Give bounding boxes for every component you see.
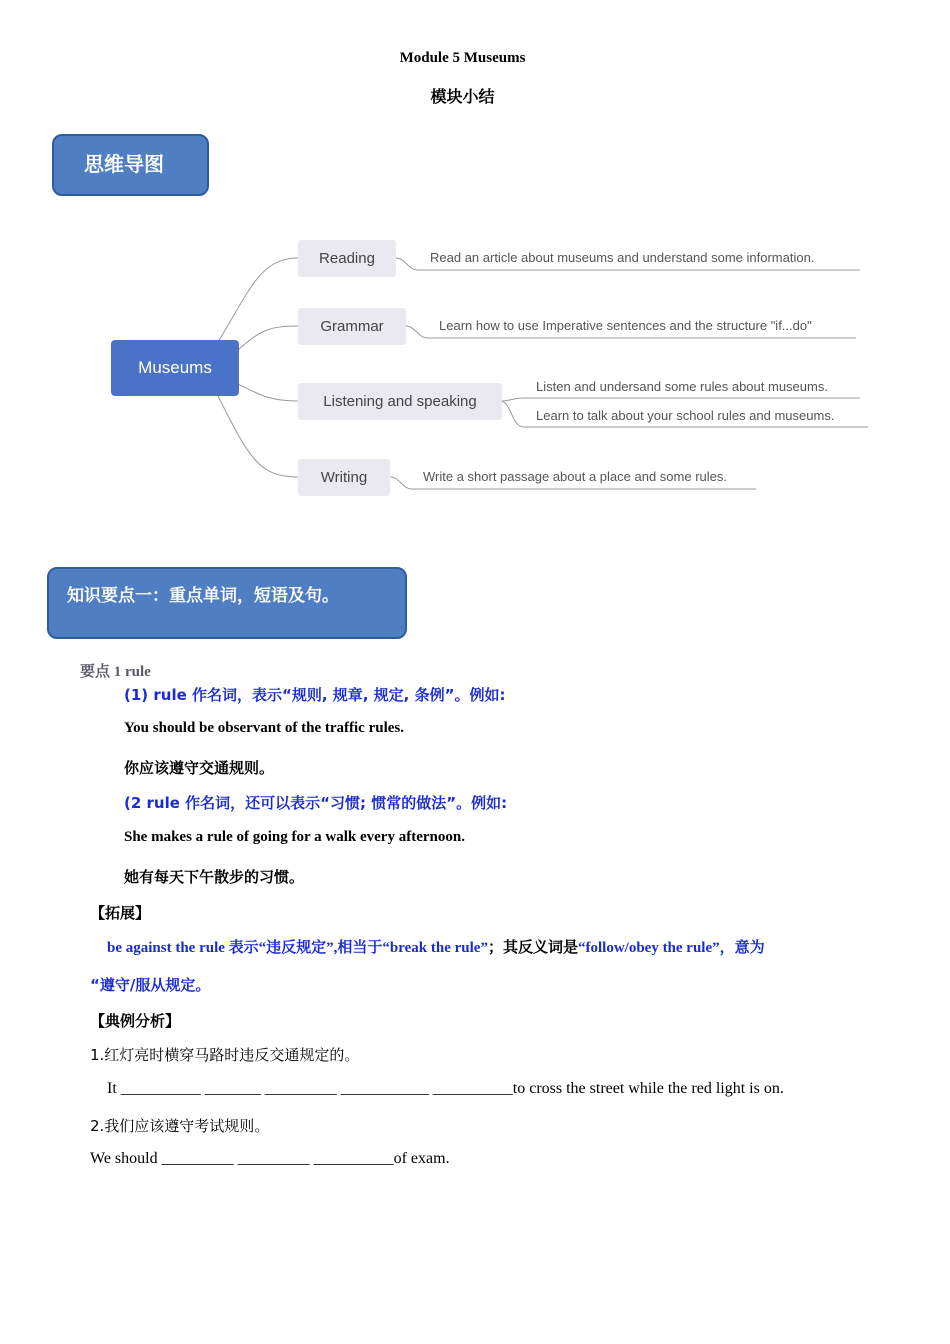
leaf-grammar: Learn how to use Imperative sentences and the structure "if...do" bbox=[439, 318, 812, 333]
knowledge-section-label: 知识要点一：重点单词，短语及句。 bbox=[67, 586, 339, 606]
example-2-cn: 她有每天下午散步的习惯。 bbox=[124, 868, 305, 886]
leaf-writing: Write a short passage about a place and some rules. bbox=[423, 469, 727, 484]
extension-label: 【拓展】 bbox=[90, 904, 151, 922]
point-heading bbox=[80, 660, 151, 681]
question-2-blank: We should _________ _________ __________of exam. bbox=[90, 1150, 450, 1167]
point-heading-cn: 要点 bbox=[80, 662, 111, 680]
example-1-cn: 你应该遵守交通规则。 bbox=[124, 759, 275, 777]
branch-grammar: Grammar bbox=[298, 308, 406, 345]
page-title: Module 5 Museums bbox=[399, 50, 526, 66]
leaf-line-listening-1 bbox=[502, 398, 860, 401]
mindmap-section-label: 思维导图 bbox=[84, 152, 164, 176]
mindmap-root: Museums bbox=[111, 340, 239, 396]
branch-reading: Reading bbox=[298, 240, 396, 277]
extension-line-2: “遵守/服从规定。 bbox=[90, 976, 211, 994]
extension-part-2: ；其反义词是 bbox=[487, 938, 578, 956]
usage-1: (1) rule 作名词，表示“规则, 规章, 规定, 条例”。例如: bbox=[124, 686, 506, 704]
connector-writing bbox=[218, 396, 298, 477]
leaf-listening: Listen and undersand some rules about museums. bbox=[536, 379, 828, 394]
extension-part-3: “follow/obey the rule”，意为 bbox=[577, 940, 765, 956]
leaf-speaking: Learn to talk about your school rules and museums. bbox=[536, 408, 835, 423]
question-1-blank: It __________ _______ _________ ___________ __________to cross the street while the red light is on. bbox=[107, 1080, 784, 1097]
usage-2: (2 rule 作名词，还可以表示“习惯; 惯常的做法”。例如: bbox=[124, 794, 508, 812]
connector-grammar bbox=[238, 326, 298, 350]
examples-label: 【典例分析】 bbox=[90, 1012, 181, 1030]
question-1: 1.红灯亮时横穿马路时违反交通规定的。 bbox=[90, 1046, 360, 1064]
leaf-reading: Read an article about museums and understand some information. bbox=[430, 250, 815, 265]
branch-listening-speaking: Listening and speaking bbox=[298, 383, 502, 420]
question-2: 2.我们应该遵守考试规则。 bbox=[90, 1117, 270, 1135]
example-2-en: She makes a rule of going for a walk every afternoon. bbox=[124, 829, 465, 845]
connector-listening bbox=[238, 384, 298, 401]
branch-writing: Writing bbox=[298, 459, 390, 496]
connector-reading bbox=[218, 258, 298, 342]
knowledge-section-box bbox=[47, 567, 407, 639]
point-heading-en: 1 rule bbox=[110, 664, 151, 680]
example-1-en: You should be observant of the traffic rules. bbox=[124, 720, 404, 736]
extension-part-1: be against the rule 表示“违反规定”,相当于“break the rule” bbox=[107, 940, 488, 956]
page-subtitle: 模块小结 bbox=[430, 87, 495, 106]
extension-line-1 bbox=[107, 936, 765, 957]
